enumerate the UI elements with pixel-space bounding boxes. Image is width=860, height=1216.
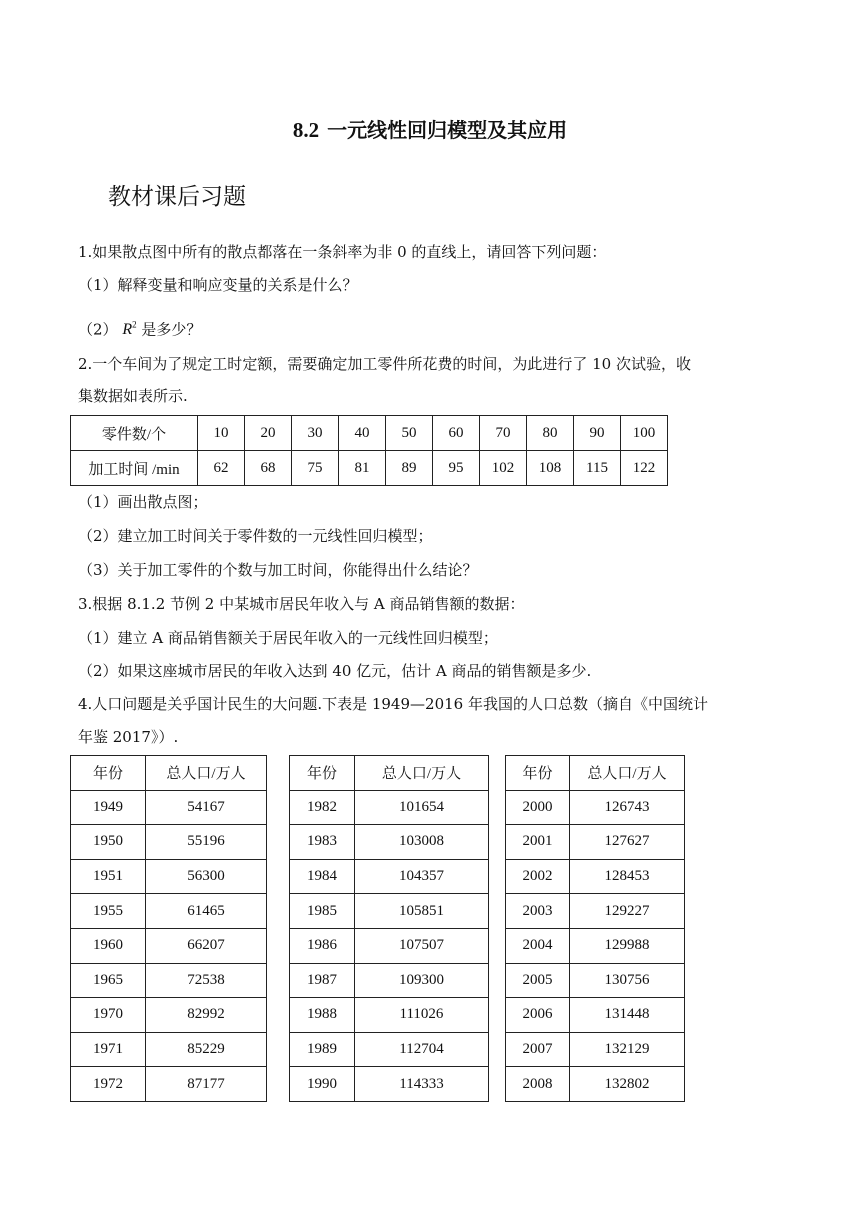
population-header-row	[71, 756, 685, 791]
q1-part2	[78, 315, 201, 340]
population-cell: 131448	[570, 998, 685, 1033]
q2-part2: （2）建立加工时间关于零件数的一元线性回归模型；	[78, 527, 433, 545]
year-cell: 2006	[506, 998, 570, 1033]
header-population: 总人口/万人	[355, 756, 489, 791]
table-gap	[489, 998, 506, 1033]
year-cell: 1972	[71, 1067, 146, 1102]
table-gap	[267, 998, 290, 1033]
year-cell: 2002	[506, 859, 570, 894]
year-cell: 1949	[71, 790, 146, 825]
year-cell: 2004	[506, 928, 570, 963]
year-cell: 1990	[290, 1067, 355, 1102]
population-cell: 129988	[570, 928, 685, 963]
q3-part2: （2）如果这座城市居民的年收入达到 40 亿元，估计 A 商品的销售额是多少.	[78, 662, 592, 680]
year-cell: 2001	[506, 825, 570, 860]
parts-cell: 90	[574, 416, 621, 451]
table-gap	[267, 790, 290, 825]
population-cell: 104357	[355, 859, 489, 894]
table-gap	[267, 963, 290, 998]
population-cell: 85229	[146, 1032, 267, 1067]
population-cell: 107507	[355, 928, 489, 963]
parts-cell: 20	[245, 416, 292, 451]
year-cell: 1971	[71, 1032, 146, 1067]
parts-time-table	[70, 415, 668, 486]
year-cell: 1988	[290, 998, 355, 1033]
population-cell: 111026	[355, 998, 489, 1033]
population-cell: 72538	[146, 963, 267, 998]
title-text: 一元线性回归模型及其应用	[327, 118, 568, 142]
population-row	[71, 1032, 685, 1067]
table-gap	[489, 928, 506, 963]
year-cell: 1970	[71, 998, 146, 1033]
time-row	[71, 451, 668, 486]
population-row	[71, 825, 685, 860]
parts-cell: 40	[339, 416, 386, 451]
q4-stem-line2: 年鉴 2017》）.	[78, 728, 179, 746]
parts-cell: 80	[527, 416, 574, 451]
q1-part2-prefix: （2）	[78, 320, 118, 339]
year-cell: 2005	[506, 963, 570, 998]
year-cell: 1987	[290, 963, 355, 998]
q3-part1: （1）建立 A 商品销售额关于居民年收入的一元线性回归模型；	[78, 629, 498, 647]
year-cell: 1951	[71, 859, 146, 894]
year-cell: 1985	[290, 894, 355, 929]
population-cell: 82992	[146, 998, 267, 1033]
table-gap	[489, 859, 506, 894]
table-gap	[267, 1067, 290, 1102]
population-row	[71, 998, 685, 1033]
q2-stem-line1: 2.一个车间为了规定工时定额，需要确定加工零件所花费的时间，为此进行了 10 次试验，收	[78, 355, 691, 373]
year-cell: 2003	[506, 894, 570, 929]
parts-cell: 50	[386, 416, 433, 451]
table-gap	[267, 894, 290, 929]
time-cell: 75	[292, 451, 339, 486]
time-cell: 68	[245, 451, 292, 486]
time-cell: 81	[339, 451, 386, 486]
population-cell: 66207	[146, 928, 267, 963]
population-cell: 56300	[146, 859, 267, 894]
time-cell: 89	[386, 451, 433, 486]
year-cell: 1986	[290, 928, 355, 963]
section-heading: 教材课后习题	[108, 184, 246, 210]
population-body	[71, 790, 685, 1101]
population-cell: 132802	[570, 1067, 685, 1102]
table-gap	[489, 1032, 506, 1067]
time-cell: 122	[621, 451, 668, 486]
parts-row	[71, 416, 668, 451]
population-table	[70, 755, 685, 1102]
r-variable: R	[122, 321, 133, 339]
q2-part3: （3）关于加工零件的个数与加工时间，你能得出什么结论？	[78, 561, 478, 579]
time-cell: 115	[574, 451, 621, 486]
table-gap	[267, 1032, 290, 1067]
table-gap	[489, 894, 506, 929]
population-cell: 114333	[355, 1067, 489, 1102]
header-population: 总人口/万人	[570, 756, 685, 791]
population-cell: 54167	[146, 790, 267, 825]
table-gap	[267, 859, 290, 894]
population-cell: 126743	[570, 790, 685, 825]
population-cell: 103008	[355, 825, 489, 860]
year-cell: 1983	[290, 825, 355, 860]
population-cell: 109300	[355, 963, 489, 998]
population-row	[71, 928, 685, 963]
header-year: 年份	[290, 756, 355, 791]
parts-cell: 60	[433, 416, 480, 451]
population-cell: 101654	[355, 790, 489, 825]
year-cell: 1955	[71, 894, 146, 929]
table-gap	[267, 928, 290, 963]
header-year: 年份	[506, 756, 570, 791]
population-row	[71, 859, 685, 894]
population-cell: 61465	[146, 894, 267, 929]
time-label: 加工时间 /min	[71, 451, 198, 486]
q1-stem: 1.如果散点图中所有的散点都落在一条斜率为非 0 的直线上，请回答下列问题：	[78, 243, 607, 261]
year-cell: 1984	[290, 859, 355, 894]
header-population: 总人口/万人	[146, 756, 267, 791]
population-row	[71, 1067, 685, 1102]
year-cell: 1989	[290, 1032, 355, 1067]
q4-stem-line1: 4.人口问题是关乎国计民生的大问题.下表是 1949—2016 年我国的人口总数（摘自《中国统计	[78, 695, 708, 713]
table-gap	[489, 825, 506, 860]
year-cell: 2007	[506, 1032, 570, 1067]
year-cell: 1982	[290, 790, 355, 825]
year-cell: 2000	[506, 790, 570, 825]
table-gap	[267, 756, 290, 791]
population-row	[71, 963, 685, 998]
parts-cell: 30	[292, 416, 339, 451]
time-cell: 95	[433, 451, 480, 486]
header-year: 年份	[71, 756, 146, 791]
r-squared-symbol	[122, 321, 136, 338]
population-cell: 105851	[355, 894, 489, 929]
population-cell: 55196	[146, 825, 267, 860]
population-cell: 112704	[355, 1032, 489, 1067]
r-exponent: 2	[132, 320, 137, 330]
title-number: 8.2	[292, 118, 320, 142]
year-cell: 1950	[71, 825, 146, 860]
parts-label: 零件数/个	[71, 416, 198, 451]
parts-cell: 70	[480, 416, 527, 451]
population-cell: 127627	[570, 825, 685, 860]
population-cell: 132129	[570, 1032, 685, 1067]
table-gap	[489, 1067, 506, 1102]
year-cell: 1960	[71, 928, 146, 963]
q3-stem: 3.根据 8.1.2 节例 2 中某城市居民年收入与 A 商品销售额的数据：	[78, 595, 525, 613]
time-cell: 108	[527, 451, 574, 486]
parts-cell: 100	[621, 416, 668, 451]
parts-cell: 10	[198, 416, 245, 451]
q2-part1: （1）画出散点图；	[78, 493, 208, 511]
population-cell: 129227	[570, 894, 685, 929]
population-row	[71, 894, 685, 929]
population-cell: 128453	[570, 859, 685, 894]
year-cell: 1965	[71, 963, 146, 998]
table-gap	[267, 825, 290, 860]
table-gap	[489, 756, 506, 791]
population-cell: 130756	[570, 963, 685, 998]
time-cell: 62	[198, 451, 245, 486]
q1-part1: （1）解释变量和响应变量的关系是什么？	[78, 276, 358, 294]
population-cell: 87177	[146, 1067, 267, 1102]
population-row	[71, 790, 685, 825]
q1-part2-suffix: 是多少？	[141, 320, 202, 339]
q2-stem-line2: 集数据如表所示.	[78, 387, 188, 405]
page-title	[0, 114, 860, 143]
time-cell: 102	[480, 451, 527, 486]
table-gap	[489, 963, 506, 998]
table-gap	[489, 790, 506, 825]
year-cell: 2008	[506, 1067, 570, 1102]
